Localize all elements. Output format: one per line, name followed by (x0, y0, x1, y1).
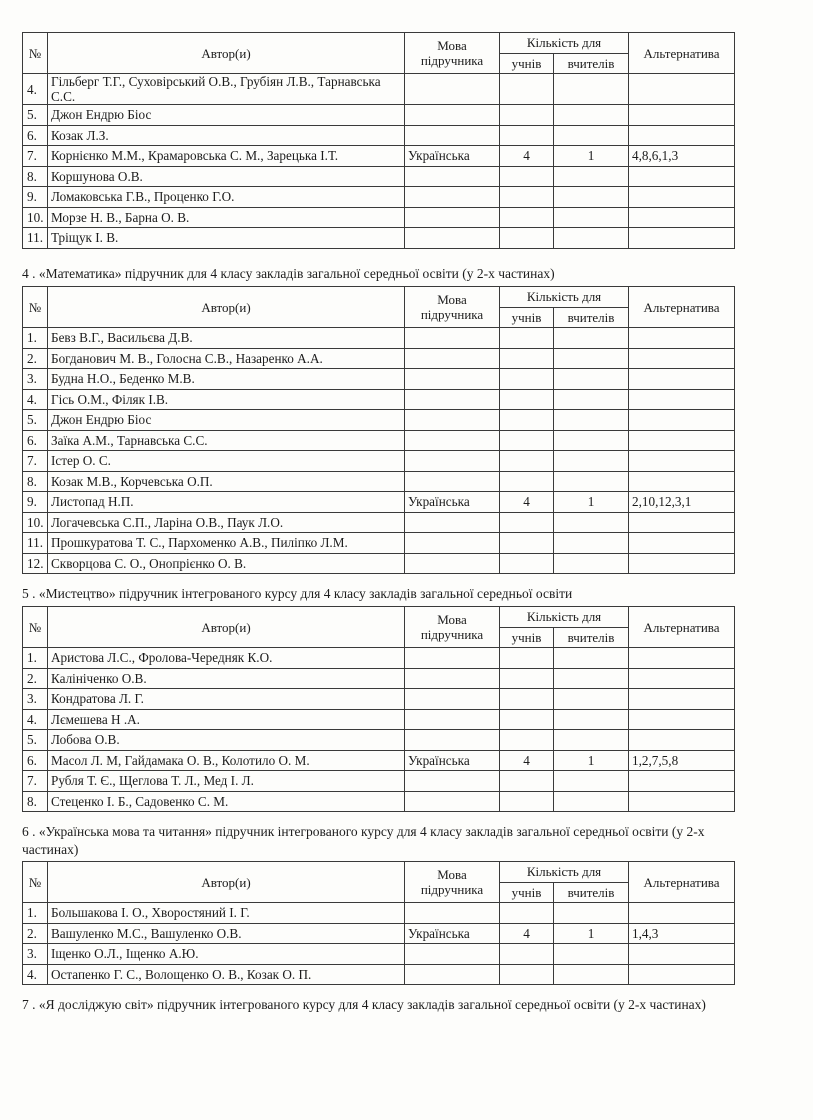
table-row (23, 146, 735, 167)
row-number: 4. (23, 389, 48, 410)
row-students-count (500, 903, 554, 924)
row-alternative (629, 471, 735, 492)
row-language (405, 553, 500, 574)
row-language (405, 187, 500, 208)
row-students-count (500, 369, 554, 390)
row-number: 7. (23, 771, 48, 792)
table-row (23, 923, 735, 944)
row-alternative (629, 228, 735, 249)
row-authors: Морзе Н. В., Барна О. В. (48, 207, 405, 228)
row-students-count (500, 512, 554, 533)
row-number: 5. (23, 410, 48, 431)
row-alternative (629, 105, 735, 126)
row-authors: Козак М.В., Корчевська О.П. (48, 471, 405, 492)
row-teachers-count (554, 105, 629, 126)
row-authors: Масол Л. М, Гайдамака О. В., Колотило О. М. (48, 750, 405, 771)
row-alternative (629, 451, 735, 472)
row-teachers-count (554, 512, 629, 533)
table-row (23, 389, 735, 410)
row-number: 12. (23, 553, 48, 574)
row-teachers-count (554, 471, 629, 492)
math-textbook-table (22, 286, 735, 574)
row-teachers-count (554, 430, 629, 451)
row-students-count (500, 207, 554, 228)
row-teachers-count (554, 944, 629, 965)
table-row (23, 166, 735, 187)
row-students-count (500, 105, 554, 126)
header-alternative: Альтернатива (629, 33, 735, 74)
header-quantity: Кількість для (500, 287, 629, 308)
table-row (23, 430, 735, 451)
row-students-count (500, 430, 554, 451)
row-alternative (629, 771, 735, 792)
row-authors: Прошкуратова Т. С., Пархоменко А.В., Пиліпко Л.М. (48, 533, 405, 554)
row-alternative: 4,8,6,1,3 (629, 146, 735, 167)
header-teachers: вчителів (554, 882, 629, 903)
row-students-count (500, 668, 554, 689)
row-number: 6. (23, 125, 48, 146)
header-num: № (23, 607, 48, 648)
row-alternative (629, 166, 735, 187)
row-number: 2. (23, 668, 48, 689)
row-language (405, 207, 500, 228)
row-alternative (629, 125, 735, 146)
row-students-count (500, 730, 554, 751)
row-language (405, 74, 500, 105)
row-alternative (629, 410, 735, 431)
row-authors: Джон Ендрю Біос (48, 105, 405, 126)
row-teachers-count (554, 648, 629, 669)
row-students-count (500, 553, 554, 574)
header-quantity: Кількість для (500, 607, 629, 628)
row-alternative: 1,4,3 (629, 923, 735, 944)
row-alternative (629, 553, 735, 574)
section-7-title: 7 . «Я досліджую світ» підручник інтегрованого курсу для 4 класу закладів загальної середньої освіти (у 2-х частинах) (22, 997, 706, 1012)
row-authors: Аристова Л.С., Фролова-Чередняк К.О. (48, 648, 405, 669)
row-language: Українська (405, 146, 500, 167)
row-teachers-count (554, 166, 629, 187)
row-students-count (500, 709, 554, 730)
table-row (23, 328, 735, 349)
row-language (405, 964, 500, 985)
row-number: 5. (23, 105, 48, 126)
row-teachers-count (554, 964, 629, 985)
row-teachers-count (554, 369, 629, 390)
row-alternative (629, 74, 735, 105)
art-textbook-table (22, 606, 735, 812)
table-row (23, 553, 735, 574)
row-teachers-count (554, 533, 629, 554)
row-language (405, 389, 500, 410)
row-teachers-count (554, 228, 629, 249)
row-authors: Богданович М. В., Голосна С.В., Назаренко А.А. (48, 348, 405, 369)
section-4-title: 4 . «Математика» підручник для 4 класу закладів загальної середньої освіти (у 2-х частинах) (22, 266, 555, 281)
row-number: 11. (23, 533, 48, 554)
row-language: Українська (405, 492, 500, 513)
header-teachers: вчителів (554, 307, 629, 328)
row-alternative (629, 207, 735, 228)
header-alternative: Альтернатива (629, 287, 735, 328)
row-teachers-count: 1 (554, 750, 629, 771)
row-alternative (629, 430, 735, 451)
table-row (23, 512, 735, 533)
header-quantity: Кількість для (500, 862, 629, 883)
row-teachers-count (554, 451, 629, 472)
table-row (23, 105, 735, 126)
row-authors: Кондратова Л. Г. (48, 689, 405, 710)
row-authors: Джон Ендрю Біос (48, 410, 405, 431)
row-number: 8. (23, 166, 48, 187)
row-number: 3. (23, 369, 48, 390)
row-students-count (500, 451, 554, 472)
header-authors: Автор(и) (48, 33, 405, 74)
header-students: учнів (500, 882, 554, 903)
table-row (23, 369, 735, 390)
row-students-count (500, 410, 554, 431)
row-students-count (500, 648, 554, 669)
row-number: 10. (23, 207, 48, 228)
row-students-count (500, 533, 554, 554)
row-teachers-count (554, 553, 629, 574)
row-authors: Лобова О.В. (48, 730, 405, 751)
row-number: 1. (23, 648, 48, 669)
row-language (405, 451, 500, 472)
table-row (23, 964, 735, 985)
table-row (23, 533, 735, 554)
row-teachers-count (554, 730, 629, 751)
table-header-row (23, 862, 735, 883)
row-students-count (500, 125, 554, 146)
row-teachers-count: 1 (554, 923, 629, 944)
row-language (405, 369, 500, 390)
row-number: 10. (23, 512, 48, 533)
row-language: Українська (405, 750, 500, 771)
row-language (405, 944, 500, 965)
row-authors: Коршунова О.В. (48, 166, 405, 187)
row-language (405, 105, 500, 126)
row-language (405, 709, 500, 730)
header-authors: Автор(и) (48, 287, 405, 328)
row-alternative (629, 730, 735, 751)
row-authors: Скворцова С. О., Онопрієнко О. В. (48, 553, 405, 574)
row-teachers-count (554, 125, 629, 146)
table-row (23, 471, 735, 492)
row-alternative (629, 648, 735, 669)
row-language (405, 791, 500, 812)
row-authors: Логачевська С.П., Ларіна О.В., Паук Л.О. (48, 512, 405, 533)
row-students-count (500, 348, 554, 369)
row-teachers-count (554, 74, 629, 105)
row-teachers-count (554, 903, 629, 924)
row-number: 6. (23, 430, 48, 451)
table-row (23, 709, 735, 730)
row-students-count (500, 187, 554, 208)
row-language (405, 471, 500, 492)
row-alternative (629, 668, 735, 689)
row-teachers-count (554, 791, 629, 812)
row-teachers-count (554, 668, 629, 689)
row-authors: Рубля Т. Є., Щеглова Т. Л., Мед І. Л. (48, 771, 405, 792)
row-authors: Гільберг Т.Г., Суховірський О.В., Грубіян Л.В., Тарнавська С.С. (48, 74, 405, 105)
table-row (23, 187, 735, 208)
row-students-count (500, 74, 554, 105)
row-students-count (500, 791, 554, 812)
row-teachers-count (554, 410, 629, 431)
row-alternative (629, 187, 735, 208)
table-row (23, 689, 735, 710)
header-num: № (23, 287, 48, 328)
header-num: № (23, 862, 48, 903)
row-language (405, 689, 500, 710)
row-language (405, 410, 500, 431)
table-row (23, 944, 735, 965)
row-students-count (500, 944, 554, 965)
header-language: Мова підручника (405, 287, 500, 328)
header-alternative: Альтернатива (629, 862, 735, 903)
table-row (23, 74, 735, 105)
row-students-count (500, 771, 554, 792)
row-number: 2. (23, 348, 48, 369)
row-language (405, 348, 500, 369)
row-authors: Істер О. С. (48, 451, 405, 472)
row-teachers-count (554, 328, 629, 349)
row-students-count (500, 228, 554, 249)
row-students-count (500, 328, 554, 349)
row-number: 4. (23, 964, 48, 985)
row-number: 3. (23, 944, 48, 965)
row-authors: Стеценко І. Б., Садовенко С. М. (48, 791, 405, 812)
row-language (405, 903, 500, 924)
row-alternative (629, 348, 735, 369)
header-authors: Автор(и) (48, 607, 405, 648)
row-alternative (629, 964, 735, 985)
row-students-count (500, 166, 554, 187)
table-row (23, 648, 735, 669)
row-number: 1. (23, 328, 48, 349)
row-alternative (629, 389, 735, 410)
table-row (23, 451, 735, 472)
row-teachers-count (554, 207, 629, 228)
row-language (405, 771, 500, 792)
table-row (23, 207, 735, 228)
row-students-count: 4 (500, 750, 554, 771)
header-students: учнів (500, 627, 554, 648)
row-authors: Гісь О.М., Філяк І.В. (48, 389, 405, 410)
row-language (405, 648, 500, 669)
row-students-count (500, 389, 554, 410)
row-authors: Бевз В.Г., Васильєва Д.В. (48, 328, 405, 349)
row-language (405, 533, 500, 554)
table-row (23, 730, 735, 751)
row-language (405, 166, 500, 187)
row-teachers-count (554, 187, 629, 208)
row-teachers-count (554, 771, 629, 792)
row-authors: Ломаковська Г.В., Проценко Г.О. (48, 187, 405, 208)
row-students-count: 4 (500, 923, 554, 944)
row-teachers-count (554, 709, 629, 730)
header-teachers: вчителів (554, 627, 629, 648)
table-row (23, 771, 735, 792)
table-row (23, 410, 735, 431)
row-alternative (629, 689, 735, 710)
row-alternative (629, 791, 735, 812)
table-header-row (23, 287, 735, 308)
row-language (405, 730, 500, 751)
row-authors: Большакова І. О., Хворостяний І. Г. (48, 903, 405, 924)
row-students-count: 4 (500, 492, 554, 513)
row-alternative: 2,10,12,3,1 (629, 492, 735, 513)
row-number: 9. (23, 187, 48, 208)
row-alternative (629, 533, 735, 554)
row-number: 8. (23, 791, 48, 812)
row-teachers-count: 1 (554, 492, 629, 513)
row-teachers-count: 1 (554, 146, 629, 167)
section-5-title: 5 . «Мистецтво» підручник інтегрованого курсу для 4 класу закладів загальної середньої освіти (22, 586, 573, 601)
row-number: 2. (23, 923, 48, 944)
table-row (23, 750, 735, 771)
row-language: Українська (405, 923, 500, 944)
row-authors: Корнієнко М.М., Крамаровська С. М., Зарецька І.Т. (48, 146, 405, 167)
header-alternative: Альтернатива (629, 607, 735, 648)
row-authors: Будна Н.О., Беденко М.В. (48, 369, 405, 390)
row-students-count (500, 689, 554, 710)
row-alternative (629, 512, 735, 533)
header-authors: Автор(и) (48, 862, 405, 903)
row-number: 9. (23, 492, 48, 513)
header-language: Мова підручника (405, 862, 500, 903)
row-number: 1. (23, 903, 48, 924)
row-number: 4. (23, 74, 48, 105)
row-alternative (629, 903, 735, 924)
table-row (23, 668, 735, 689)
row-language (405, 125, 500, 146)
row-language (405, 228, 500, 249)
header-teachers: вчителів (554, 53, 629, 74)
row-alternative (629, 709, 735, 730)
row-teachers-count (554, 348, 629, 369)
row-teachers-count (554, 389, 629, 410)
header-language: Мова підручника (405, 33, 500, 74)
row-language (405, 328, 500, 349)
table-header-row (23, 607, 735, 628)
row-number: 11. (23, 228, 48, 249)
row-alternative (629, 328, 735, 349)
row-authors: Козак Л.З. (48, 125, 405, 146)
row-number: 8. (23, 471, 48, 492)
header-students: учнів (500, 307, 554, 328)
row-alternative (629, 369, 735, 390)
row-students-count: 4 (500, 146, 554, 167)
row-number: 6. (23, 750, 48, 771)
table-header-row (23, 33, 735, 54)
table-row (23, 791, 735, 812)
row-alternative: 1,2,7,5,8 (629, 750, 735, 771)
row-authors: Листопад Н.П. (48, 492, 405, 513)
row-authors: Тріщук І. В. (48, 228, 405, 249)
row-authors: Іщенко О.Л., Іщенко А.Ю. (48, 944, 405, 965)
header-quantity: Кількість для (500, 33, 629, 54)
row-teachers-count (554, 689, 629, 710)
row-alternative (629, 944, 735, 965)
row-language (405, 430, 500, 451)
row-authors: Вашуленко М.С., Вашуленко О.В. (48, 923, 405, 944)
header-students: учнів (500, 53, 554, 74)
row-authors: Остапенко Г. С., Волощенко О. В., Козак О. П. (48, 964, 405, 985)
table-row (23, 903, 735, 924)
section-6-title: 6 . «Українська мова та читання» підручник інтегрованого курсу для 4 класу закладів загальної середньої освіти (у 2-х частинах) (22, 824, 705, 857)
row-students-count (500, 964, 554, 985)
row-number: 7. (23, 451, 48, 472)
table-row (23, 125, 735, 146)
row-students-count (500, 471, 554, 492)
header-language: Мова підручника (405, 607, 500, 648)
row-authors: Заїка А.М., Тарнавська С.С. (48, 430, 405, 451)
row-number: 5. (23, 730, 48, 751)
header-num: № (23, 33, 48, 74)
ukrainian-textbook-table (22, 861, 735, 985)
table-row (23, 228, 735, 249)
row-authors: Лємешева Н .А. (48, 709, 405, 730)
row-number: 7. (23, 146, 48, 167)
table-row (23, 492, 735, 513)
textbook-table-continued (22, 32, 735, 249)
row-authors: Калініченко О.В. (48, 668, 405, 689)
row-language (405, 668, 500, 689)
table-row (23, 348, 735, 369)
row-language (405, 512, 500, 533)
row-number: 4. (23, 709, 48, 730)
row-number: 3. (23, 689, 48, 710)
